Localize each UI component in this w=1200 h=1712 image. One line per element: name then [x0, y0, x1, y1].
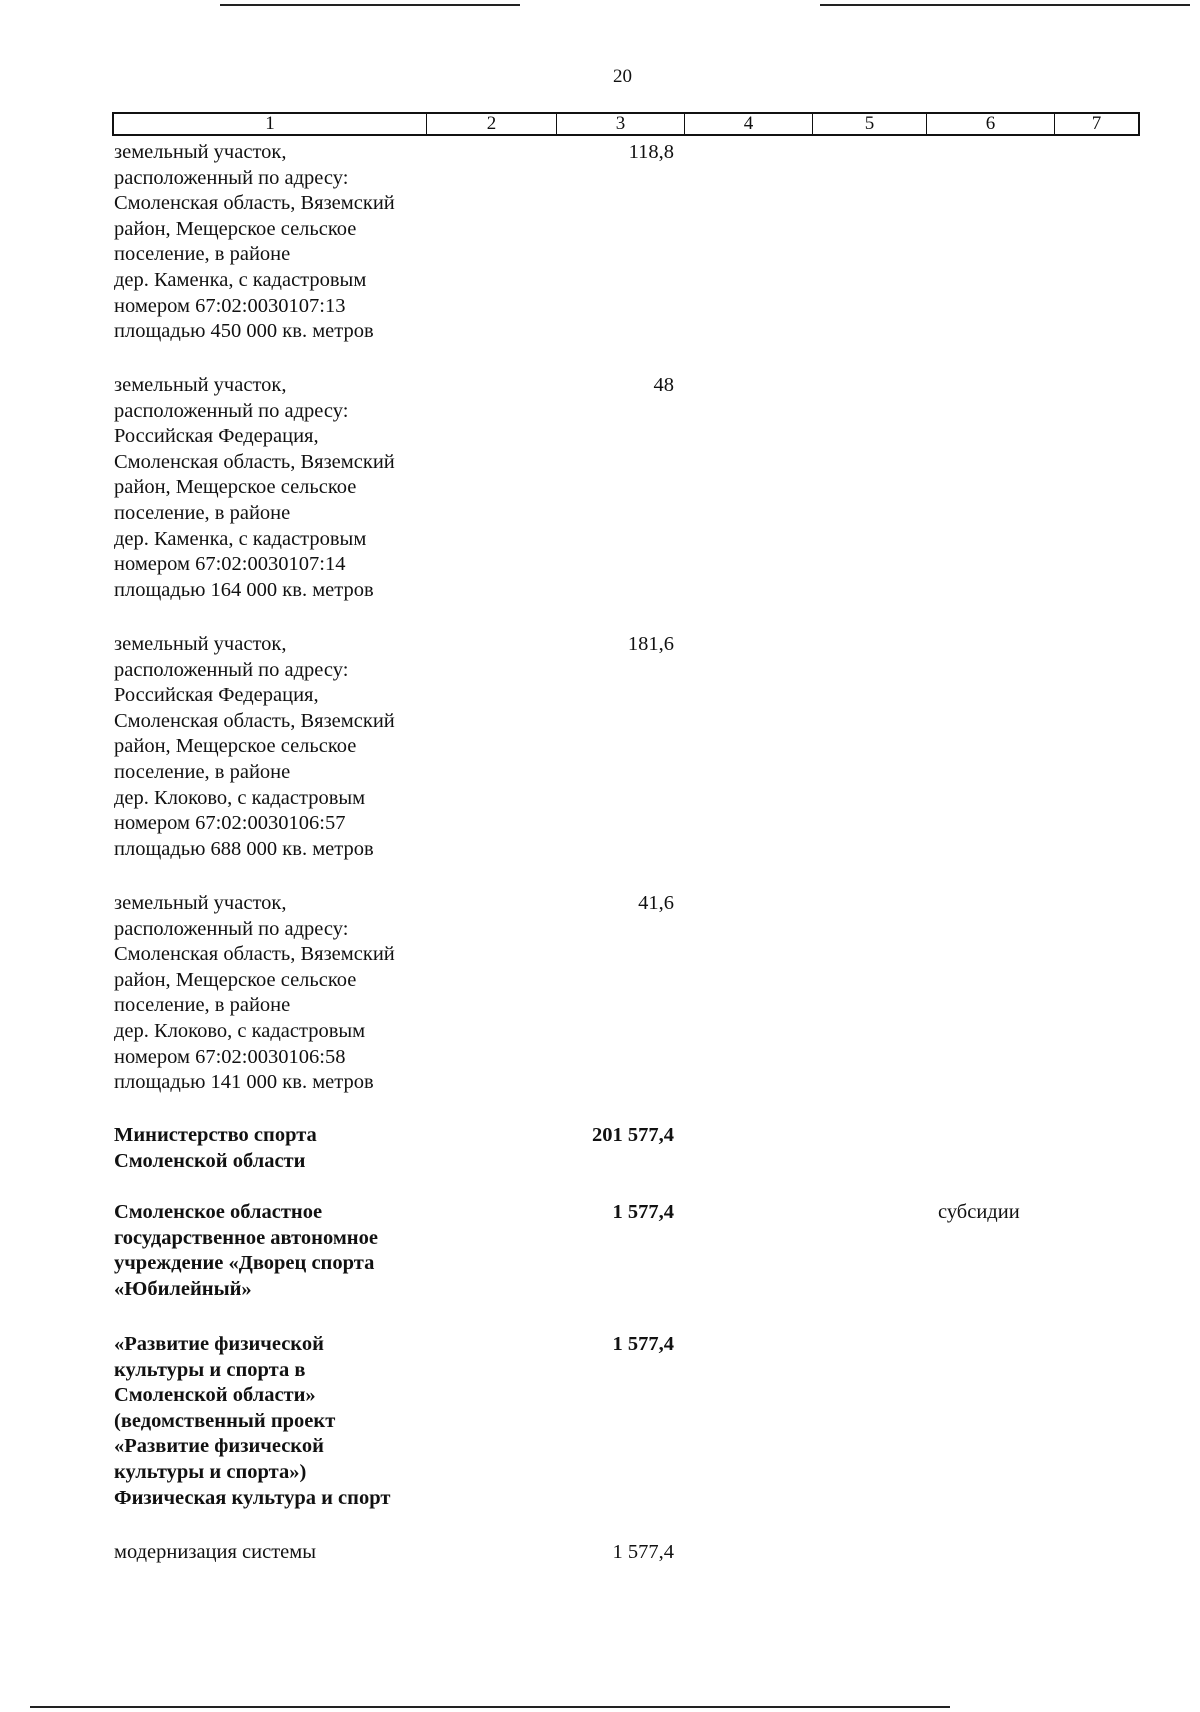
- table-header: [112, 112, 1140, 136]
- row-name: Министерство спорта Смоленской области: [114, 1124, 317, 1172]
- row-name: модернизация системы: [114, 1541, 317, 1563]
- row-name: земельный участок, расположенный по адресу: Российская Федерация, Смоленская область, Вяземский район, Мещерское сельское поселение, в районе дер. Клоково, с кадастровым номером 67:02:0030106:57 площадью 688 000 кв. метров: [114, 633, 395, 860]
- row-note: субсидии: [938, 1201, 1020, 1223]
- row-amount: 1 577,4: [612, 1541, 674, 1563]
- row-amount: 1 577,4: [612, 1333, 674, 1355]
- table-row: [114, 891, 674, 1096]
- header-col-4: 4: [685, 114, 813, 134]
- row-name: земельный участок, расположенный по адресу: Российская Федерация, Смоленская область, Вяземский район, Мещерское сельское поселение, в районе дер. Каменка, с кадастровым номером 67:02:0030107:14 площадью 164 000 кв. метров: [114, 374, 395, 601]
- row-name: Смоленское областное государственное автономное учреждение «Дворец спорта «Юбилейный»: [114, 1201, 378, 1300]
- scan-artifact-top-right: [820, 4, 1190, 6]
- page-number: 20: [613, 66, 632, 87]
- row-amount: 41,6: [638, 892, 674, 914]
- row-amount: 118,8: [628, 141, 674, 163]
- table-row: [114, 1540, 674, 1566]
- row-name: земельный участок, расположенный по адресу: Смоленская область, Вяземский район, Мещерское сельское поселение, в районе дер. Клоково, с кадастровым номером 67:02:0030106:58 площадью 141 000 кв. метров: [114, 892, 395, 1094]
- header-col-1: 1: [114, 114, 427, 134]
- header-col-7: 7: [1091, 113, 1102, 134]
- row-amount: 201 577,4: [592, 1124, 674, 1146]
- row-amount: 181,6: [627, 633, 674, 655]
- scan-artifact-bottom: [30, 1706, 950, 1708]
- table-row: [114, 632, 674, 862]
- table-row: [114, 1332, 674, 1511]
- header-col-6: 6: [927, 114, 1055, 134]
- table-row: [114, 1200, 674, 1302]
- row-amount: 1 577,4: [612, 1201, 674, 1223]
- row-name: земельный участок, расположенный по адресу: Смоленская область, Вяземский район, Мещерское сельское поселение, в районе дер. Каменка, с кадастровым номером 67:02:0030107:13 площадью 450 000 кв. метров: [114, 141, 395, 343]
- table-row: [114, 1123, 674, 1174]
- table-row: [114, 140, 674, 345]
- header-col-3: 3: [557, 114, 685, 134]
- header-col-2: 2: [427, 114, 557, 134]
- header-col-5: 5: [813, 114, 927, 134]
- scan-artifact-top: [220, 4, 520, 6]
- table-row: [114, 373, 674, 603]
- row-name: «Развитие физической культуры и спорта в Смоленской области» (ведомственный проект «Развитие физической культуры и спорта») Физическая культура и спорт: [114, 1333, 391, 1509]
- row-amount: 48: [653, 374, 674, 396]
